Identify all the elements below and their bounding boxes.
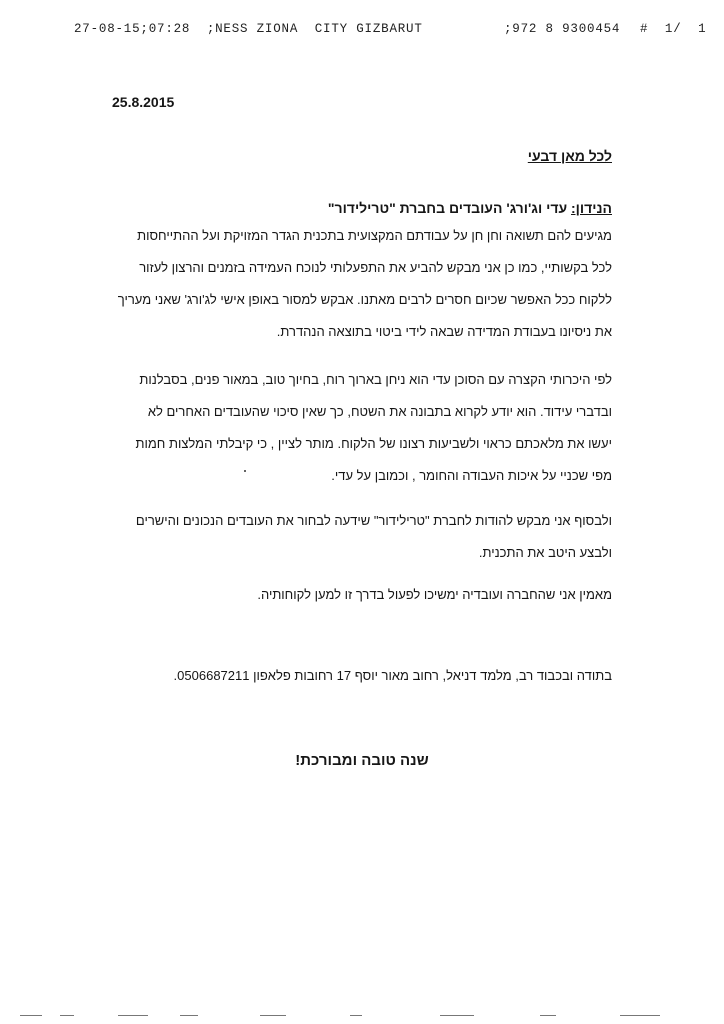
scan-speck: [244, 470, 246, 472]
paragraph-line: ובדברי עידוד. הוא יודע לקרוא בתבונה את השטח, כך שאין סיכוי שהעובדים האחרים לא: [147, 404, 612, 419]
paragraph-line: יעשו את מלאכתם כראוי ולשביעות רצונו של הלקוח. מותר לציין , כי קיבלתי המלצות חמות: [135, 436, 612, 451]
paragraph-line: מגיעים להם תשואה וחן חן על עבודתם המקצועית בתכנית הגדר המזויקת ועל ההתייחסות: [137, 228, 612, 243]
closing-greeting: שנה טובה ומבורכת!: [295, 752, 429, 769]
paragraph-line: ולבצע היטב את התכנית.: [478, 545, 612, 560]
fax-page-counter: # 1/ 1: [640, 22, 707, 36]
letter-date: 25.8.2015: [112, 94, 175, 110]
fax-phone-number: ;972 8 9300454: [504, 22, 621, 36]
paragraph-line: ללקוח ככל האפשר שכיום חסרים לרבים מאתנו. אבקש למסור באופן אישי לג'ורג' שאני מעריך: [117, 292, 612, 307]
fax-sender-line: 27-08-15;07:28 ;NESS ZIONA CITY GIZBARUT: [74, 22, 423, 36]
signature-contact-line: בתודה ובכבוד רב, מלמד דניאל, רחוב מאור יוסף 17 רחובות פלאפון 0506687211.: [173, 668, 612, 683]
paragraph-line: מפי שכניי על איכות העבודה והחומר , וכמובן על עדי.: [331, 468, 612, 483]
paragraph-1: [92, 220, 612, 348]
paragraph-2: [92, 364, 612, 492]
paragraph-line: לכל בקשותיי, כמו כן אני מבקש להביע את התפעלותי לנוכח העמידה בזמנים והרצון לעזור: [139, 260, 612, 275]
paragraph-line: ולבסוף אני מבקש להודות לחברת "טרילידור" שידעה לבחור את העובדים הנכונים והישרים: [135, 513, 612, 528]
paragraph-3: [92, 505, 612, 569]
paragraph-line: את ניסיונו בעבודת המדידה שבאה לידי ביטוי בתוצאה הנהדרת.: [276, 324, 612, 339]
paragraph-4: [92, 579, 612, 611]
letter-subject: [328, 200, 612, 216]
subject-text: עדי וג'ורג' העובדים בחברת "טרילידור": [327, 200, 568, 216]
paragraph-line: לפי היכרותי הקצרה עם הסוכן עדי הוא ניחן בארוך רוח, בחיוך טוב, במאור פנים, בסבלנות: [139, 372, 612, 387]
scan-noise: [20, 1006, 710, 1018]
letter-salutation: לכל מאן דבעי: [527, 148, 612, 164]
paragraph-line: מאמין אני שהחברה ועובדיה ימשיכו לפעול בדרך זו למען לקוחותיה.: [257, 587, 612, 602]
subject-label: הנידון:: [571, 200, 612, 216]
fax-header: [0, 22, 724, 38]
